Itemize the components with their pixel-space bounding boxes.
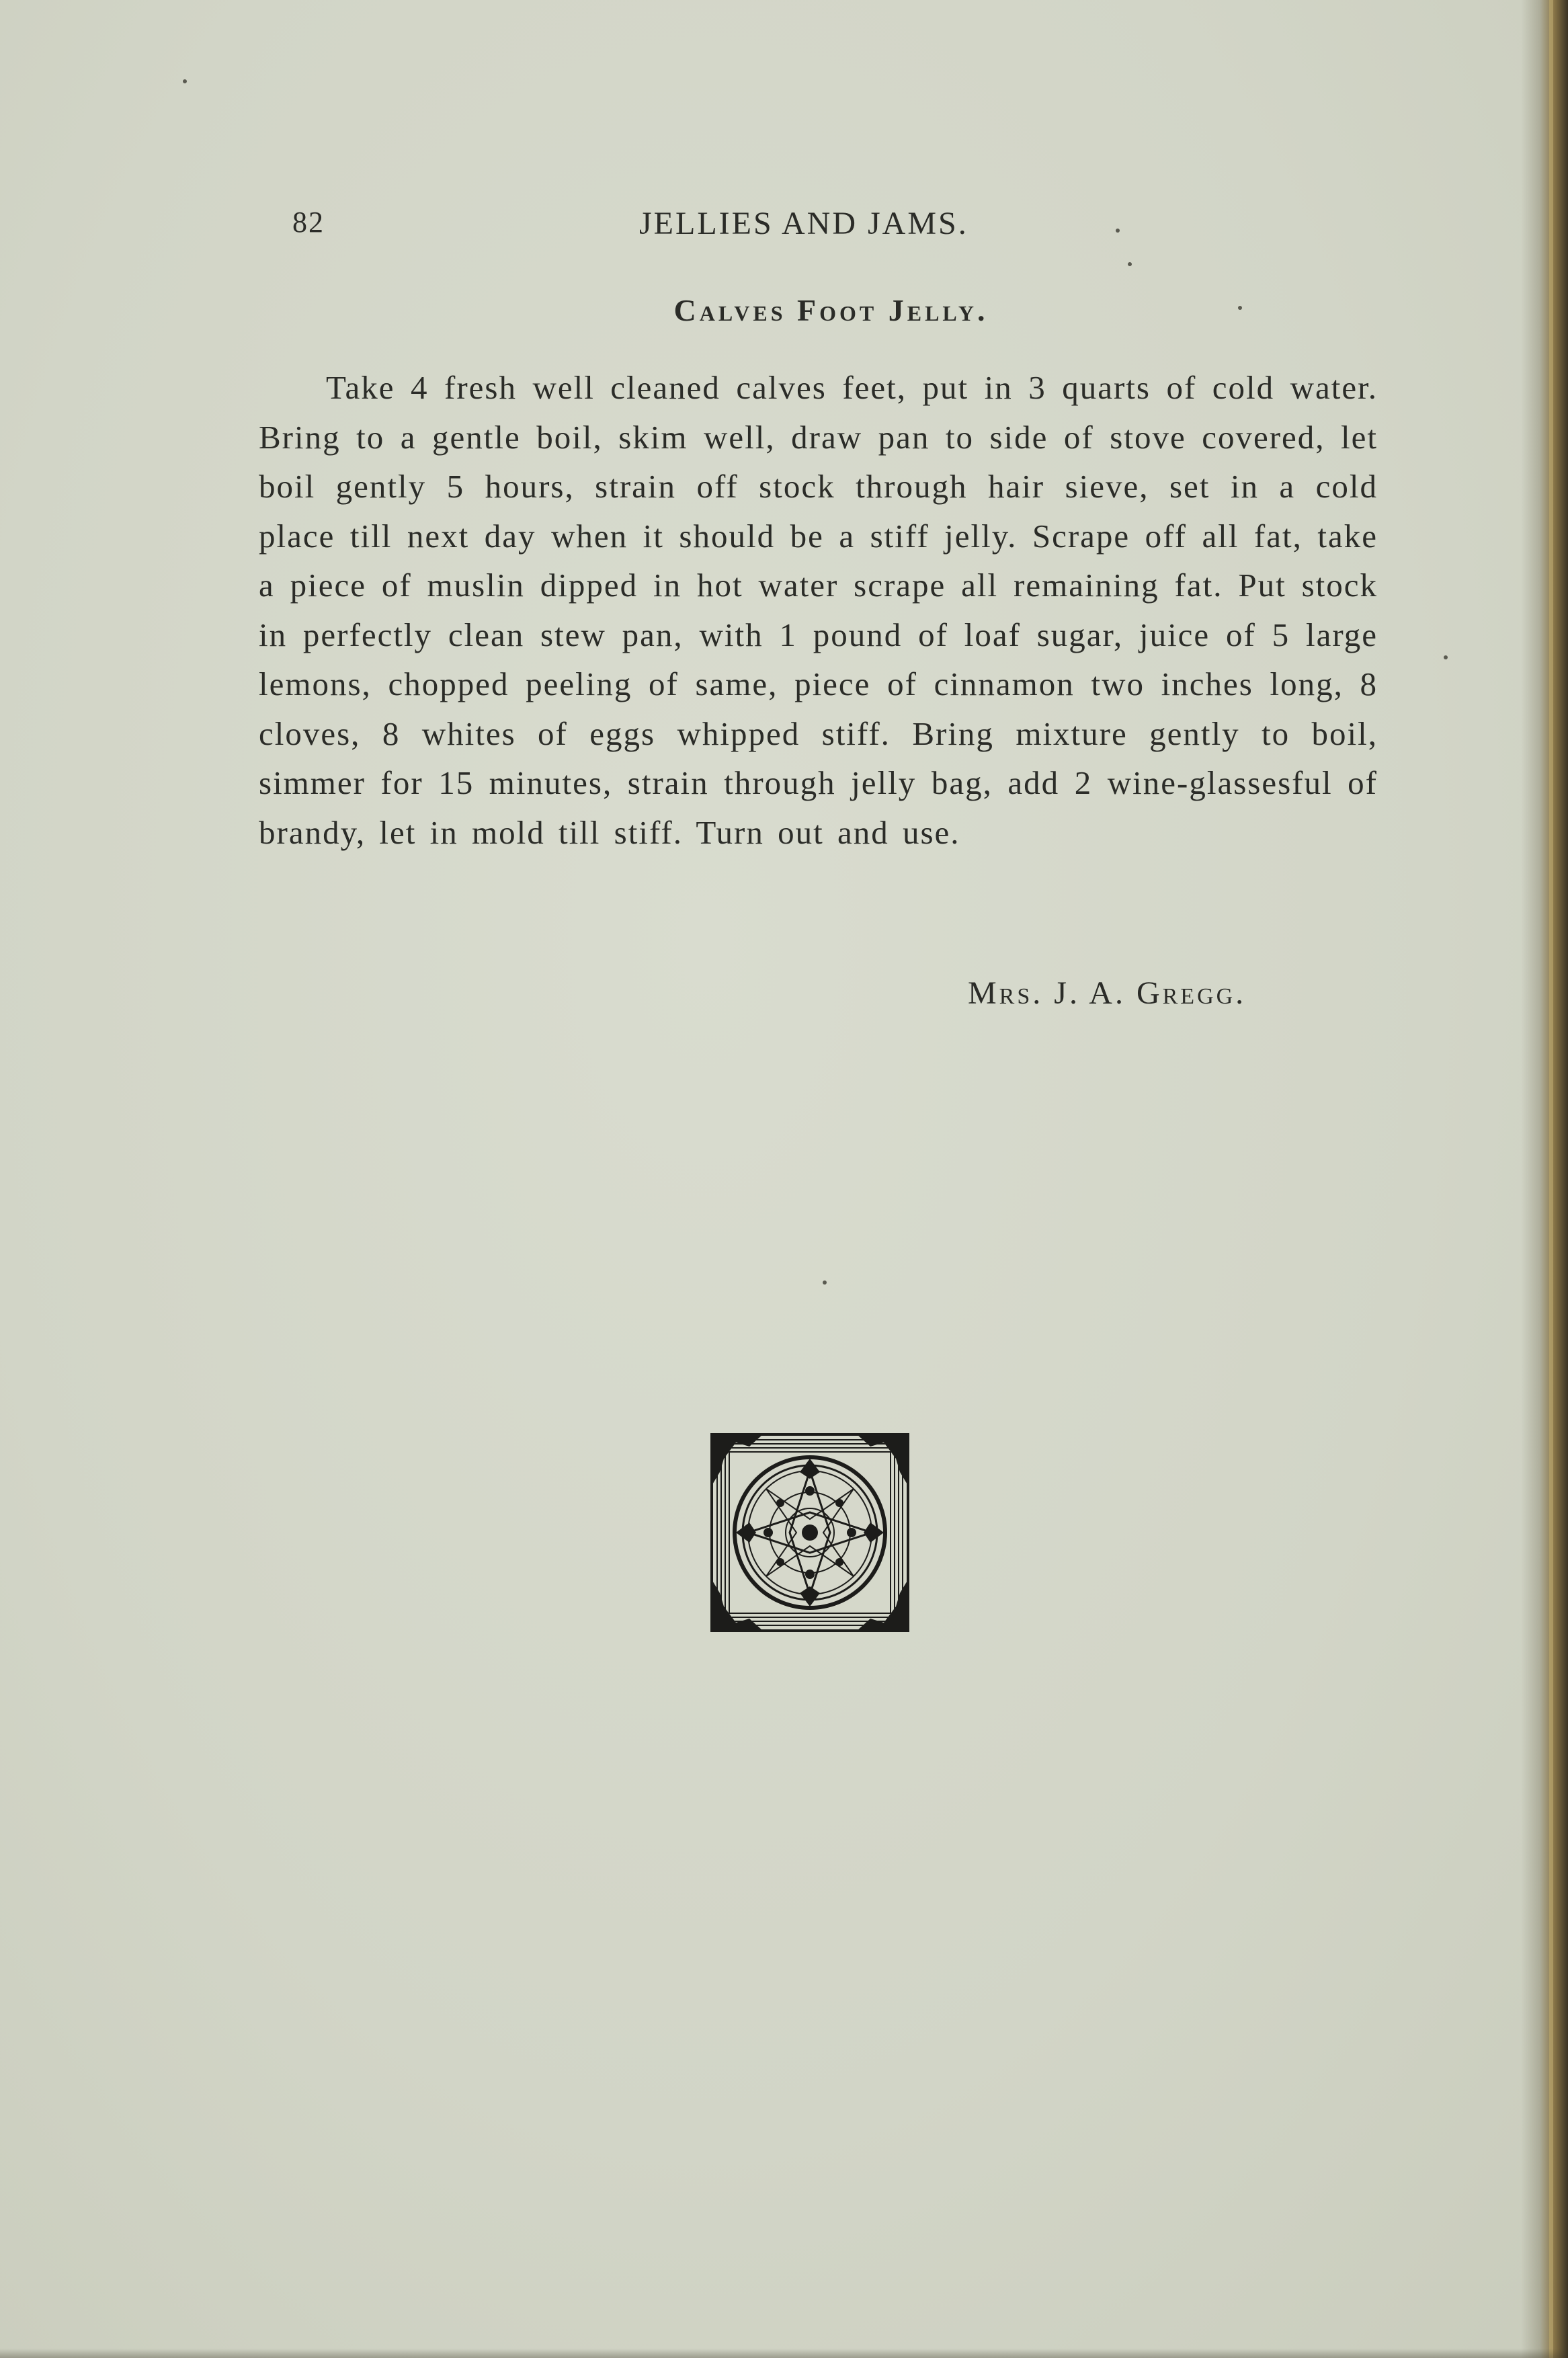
paper-speck	[1444, 655, 1448, 659]
paper-speck	[1116, 229, 1120, 233]
recipe-signature: Mrs. J. A. Gregg.	[968, 975, 1247, 1011]
ornamental-square-tailpiece-icon	[709, 1432, 911, 1633]
paper-speck	[183, 79, 187, 83]
paper-speck	[1128, 262, 1132, 266]
recipe-body: Take 4 fresh well cleaned calves feet, put in 3 quarts of cold water. Bring to a gentle boil, skim well, draw pan to side of stove covered, let boil gently 5 hours, strain off stock through hair sieve, set in a cold place till next day when it should be a stiff jelly. Scrape off all fat, take a piece of muslin dipped in hot water scrape all remaining fat. Put stock in perfectly clean stew pan, with 1 pound of loaf sugar, juice of 5 large lemons, chopped peeling of same, piece of cinnamon two inches long, 8 cloves, 8 whites of eggs whipped stiff. Bring mixture gently to boil, simmer for 15 minutes, strain through jelly bag, add 2 wine-glassesful of brandy, let in mold till stiff. Turn out and use.	[259, 369, 1378, 851]
recipe-title-line	[0, 292, 1568, 328]
paper-speck	[823, 1280, 827, 1285]
running-head	[292, 205, 1233, 245]
page-number: 82	[292, 206, 325, 239]
recipe-title: Calves Foot Jelly.	[673, 293, 989, 327]
page-bottom-edge	[0, 2349, 1568, 2358]
page-gutter-shadow	[1521, 0, 1568, 2358]
paper-speck	[1238, 306, 1242, 310]
chapter-title: JELLIES AND JAMS.	[639, 206, 968, 241]
page-edge	[1549, 0, 1553, 2358]
